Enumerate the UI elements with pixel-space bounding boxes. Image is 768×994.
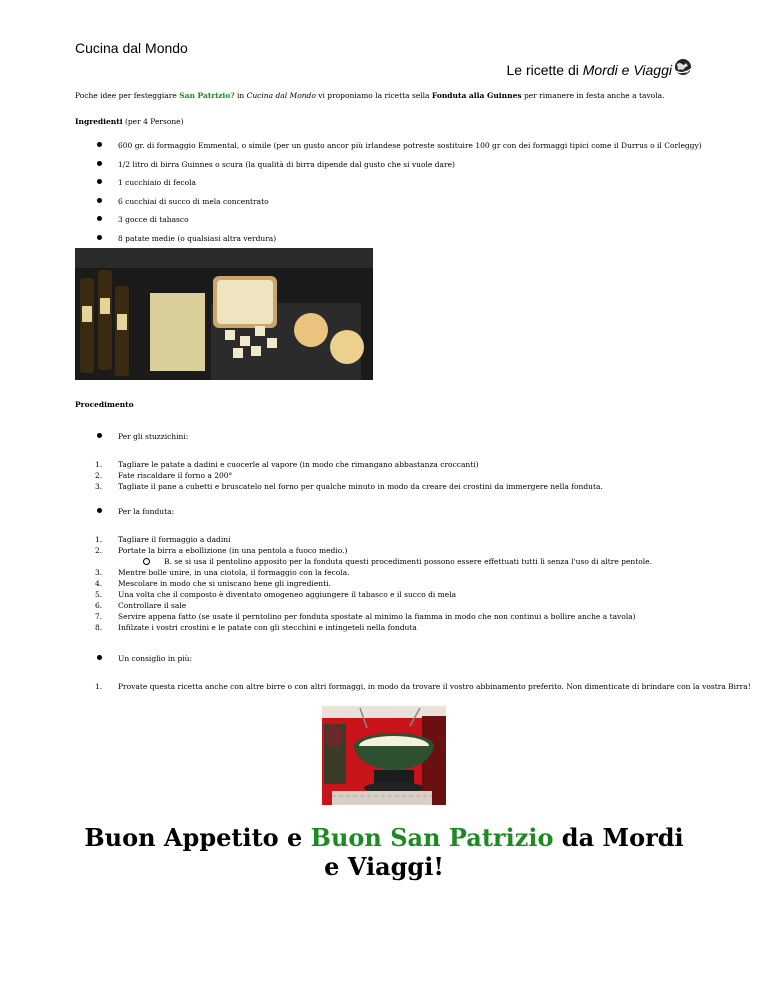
- list-item: 1. Tagliare il formaggio a dadini: [95, 535, 231, 544]
- fondue-steps-b: [95, 568, 636, 634]
- list-item: 2. Fate riscaldare il forno a 200°: [95, 471, 233, 480]
- list-item: 600 gr. di formaggio Emmental, o simile (per un gusto ancor più irlandese potreste sostituire 100 gr con dei formaggi tipici come il Durrus o il Corleggy): [97, 141, 702, 160]
- intro-paragraph: [75, 91, 695, 101]
- intro-text-1: Poche idee per festeggiare: [75, 91, 180, 100]
- list-item: 8. Infilzate i vostri crostini e le patate con gli stecchini e intingeteli nella fonduta: [95, 623, 417, 632]
- list-item: 6 cucchiai di succo di mela concentrato: [97, 197, 702, 216]
- tip-steps: [95, 682, 751, 693]
- fondue-note: B. se si usa il pentolino apposito per la fonduta questi procedimenti possono essere effettuati tutti lì senza l'uso di altre pentole.: [164, 557, 652, 566]
- list-item: 5. Una volta che il composto è diventato omogeneo aggiungere il tabasco e il succo di mela: [95, 590, 457, 599]
- list-item: 1 cucchiaio di fecola: [97, 178, 702, 197]
- list-item: 3 gocce di tabasco: [97, 215, 702, 234]
- list-item: 1/2 litro di birra Guinnes o scura (la qualità di birra dipende dal gusto che si vuole dare): [97, 160, 702, 179]
- ingredients-photo: [75, 248, 373, 380]
- list-item: 7. Servire appena fatto (se usate il perntolino per fonduta spostate al minimo la fiamma in modo che non continui a bollire anche a tavola): [95, 612, 636, 621]
- fondue-photo: [322, 706, 446, 805]
- sub-bullet-icon: [143, 558, 150, 565]
- intro-text-3: vi proponiamo la ricetta sella: [315, 91, 432, 100]
- list-item: 6. Controllare il sale: [95, 601, 187, 610]
- closing-message: [80, 823, 688, 881]
- procedure-heading: Procedimento: [75, 400, 134, 409]
- list-item: 4. Mescolare in modo che si uniscano bene gli ingredienti.: [95, 579, 331, 588]
- intro-highlight: San Patrizio?: [179, 91, 235, 100]
- fondue-steps-a: [95, 535, 347, 557]
- list-item: 1. Provate questa ricetta anche con altre birre o con altri formaggi, in modo da trovare il vostro abbinamento preferito. Non dimenticate di brindare con la vostra Birra!: [95, 682, 751, 691]
- site-title: Cucina dal Mondo: [75, 40, 188, 56]
- series-prefix: Le ricette di: [506, 62, 583, 78]
- intro-text-4: per rimanere in festa anche a tavola.: [521, 91, 665, 100]
- snacks-steps: [95, 460, 603, 493]
- ingredients-subtitle: (per 4 Persone): [122, 117, 184, 126]
- list-item: 2. Portate la birra a ebollizione (in una pentola a fuoco medio.): [95, 546, 348, 555]
- series-brand: Mordi e Viaggi: [582, 62, 672, 78]
- recipe-series-title: [506, 62, 672, 78]
- ingredients-title: Ingredienti: [75, 117, 123, 126]
- closing-text-2: da Mordi e Viaggi!: [324, 823, 684, 881]
- intro-bold: Fonduta alla Guinnes: [431, 91, 522, 100]
- list-item: 1. Tagliare le patate a dadini e cuocerle al vapore (in modo che rimangano abbastanza croccanti): [95, 460, 479, 469]
- ingredients-heading: [75, 117, 184, 127]
- intro-italic: Cucina dal Mondo: [246, 91, 316, 100]
- list-item: 3. Tagliate il pane a cubetti e bruscatelo nel forno per qualche minuto in modo da creare dei crostini da immergere nella fonduta.: [95, 482, 603, 491]
- intro-text-2: in: [234, 91, 247, 100]
- list-item: 8 patate medie (o qualsiasi altra verdura): [97, 234, 702, 253]
- closing-text-1: Buon Appetito e: [84, 823, 311, 852]
- globe-logo-icon: [674, 58, 692, 76]
- list-item: 3. Mentre bolle unire, in una ciotola, il formaggio con la fecola.: [95, 568, 350, 577]
- closing-highlight: Buon San Patrizio: [310, 823, 554, 852]
